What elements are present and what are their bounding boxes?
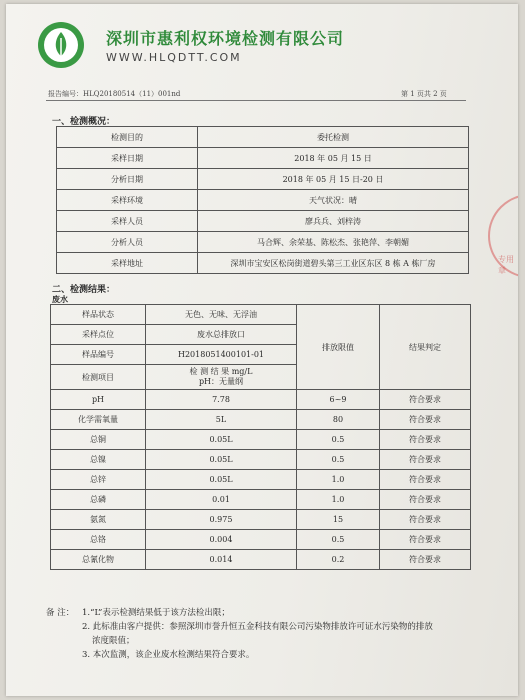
result-value: 0.05L bbox=[146, 450, 297, 470]
table-row bbox=[51, 410, 471, 430]
judge-header: 结果判定 bbox=[380, 305, 471, 390]
results-title: 二、检测结果： bbox=[52, 285, 116, 295]
result-judge: 符合要求 bbox=[380, 470, 471, 490]
overview-value: 马合辉、余荣基、陈松杰、张艳萍、李朝媚 bbox=[198, 232, 469, 253]
result-judge: 符合要求 bbox=[380, 410, 471, 430]
result-judge: 符合要求 bbox=[380, 390, 471, 410]
table-row bbox=[51, 530, 471, 550]
table-row bbox=[51, 550, 471, 570]
table-row bbox=[51, 305, 471, 325]
result-header-ph: pH：无量纲 bbox=[198, 377, 244, 386]
result-limit: 0.5 bbox=[297, 530, 380, 550]
table-row bbox=[57, 169, 469, 190]
result-limit: 1.0 bbox=[297, 470, 380, 490]
overview-label: 检测目的 bbox=[57, 127, 198, 148]
note-line: 1.“L”表示检测结果低于该方法检出限； bbox=[82, 608, 230, 618]
result-item: 氨氮 bbox=[51, 510, 146, 530]
company-logo bbox=[36, 20, 86, 70]
overview-value: 廖兵兵、刘梓涛 bbox=[198, 211, 469, 232]
result-judge: 符合要求 bbox=[380, 550, 471, 570]
result-limit: 0.2 bbox=[297, 550, 380, 570]
table-row bbox=[51, 490, 471, 510]
table-row bbox=[57, 148, 469, 169]
result-limit: 6~9 bbox=[297, 390, 380, 410]
page-info: 第 1 页共 2 页 bbox=[401, 90, 447, 98]
table-row bbox=[57, 127, 469, 148]
report-number: 报告编号：HLQ20180514（11）001nd bbox=[48, 90, 181, 98]
results-subtitle: 废水 bbox=[52, 294, 68, 304]
overview-label: 采样地址 bbox=[57, 253, 198, 274]
overview-value: 天气状况：晴 bbox=[198, 190, 469, 211]
header-divider bbox=[46, 100, 466, 101]
result-judge: 符合要求 bbox=[380, 530, 471, 550]
result-limit: 80 bbox=[297, 410, 380, 430]
result-value: 0.01 bbox=[146, 490, 297, 510]
meta-label: 样品状态 bbox=[51, 305, 146, 325]
overview-label: 采样人员 bbox=[57, 211, 198, 232]
note-line: 浓度限值； bbox=[92, 636, 135, 646]
result-judge: 符合要求 bbox=[380, 490, 471, 510]
overview-value: 深圳市宝安区松岗街道碧头第三工业区东区 8 栋 A 栋厂房 bbox=[198, 253, 469, 274]
table-row bbox=[51, 450, 471, 470]
result-item: 总铜 bbox=[51, 430, 146, 450]
company-name: 深圳市惠利权环境检测有限公司 bbox=[106, 29, 345, 48]
overview-label: 分析人员 bbox=[57, 232, 198, 253]
overview-label: 采样日期 bbox=[57, 148, 198, 169]
result-item: 总锌 bbox=[51, 470, 146, 490]
result-header bbox=[146, 365, 297, 390]
results-table bbox=[50, 304, 471, 570]
note-line: 3. 本次监测，该企业废水检测结果符合要求。 bbox=[82, 650, 255, 660]
result-value: 0.014 bbox=[146, 550, 297, 570]
meta-label: 样品编号 bbox=[51, 345, 146, 365]
report-page bbox=[6, 4, 518, 696]
overview-title: 一、检测概况： bbox=[52, 117, 116, 127]
overview-table bbox=[56, 126, 469, 274]
result-item: 总磷 bbox=[51, 490, 146, 510]
result-item: 总铬 bbox=[51, 530, 146, 550]
meta-value: 无色、无味、无浮油 bbox=[146, 305, 297, 325]
result-item: 总氰化物 bbox=[51, 550, 146, 570]
result-value: 0.004 bbox=[146, 530, 297, 550]
result-value: 5L bbox=[146, 410, 297, 430]
result-value: 0.05L bbox=[146, 470, 297, 490]
result-value: 7.78 bbox=[146, 390, 297, 410]
result-item: 化学需氧量 bbox=[51, 410, 146, 430]
table-row bbox=[51, 430, 471, 450]
meta-label: 采样点位 bbox=[51, 325, 146, 345]
company-website: WWW.HLQDTT.COM bbox=[106, 51, 242, 64]
table-row bbox=[57, 232, 469, 253]
meta-value: H2018051400101-01 bbox=[146, 345, 297, 365]
limit-header: 排放限值 bbox=[297, 305, 380, 390]
notes-label: 备 注： bbox=[46, 608, 75, 618]
result-limit: 0.5 bbox=[297, 430, 380, 450]
result-value: 0.975 bbox=[146, 510, 297, 530]
overview-value: 2018 年 05 月 15 日 bbox=[198, 148, 469, 169]
result-value: 0.05L bbox=[146, 430, 297, 450]
result-item: pH bbox=[51, 390, 146, 410]
result-limit: 0.5 bbox=[297, 450, 380, 470]
note-line: 2. 此标准由客户提供：参照深圳市誉升恒五金科技有限公司污染物排放许可证水污染物的排放 bbox=[82, 622, 433, 632]
meta-value: 废水总排放口 bbox=[146, 325, 297, 345]
overview-value: 2018 年 05 月 15 日-20 日 bbox=[198, 169, 469, 190]
overview-value: 委托检测 bbox=[198, 127, 469, 148]
table-row bbox=[51, 510, 471, 530]
result-header-unit: 检 测 结 果 mg/L bbox=[189, 367, 253, 376]
table-row bbox=[57, 190, 469, 211]
result-limit: 1.0 bbox=[297, 490, 380, 510]
result-judge: 符合要求 bbox=[380, 510, 471, 530]
project-header: 检测项目 bbox=[51, 365, 146, 390]
result-judge: 符合要求 bbox=[380, 450, 471, 470]
table-row bbox=[57, 253, 469, 274]
result-limit: 15 bbox=[297, 510, 380, 530]
stamp-text: 专用章 bbox=[498, 255, 514, 275]
table-row bbox=[57, 211, 469, 232]
table-row bbox=[51, 390, 471, 410]
table-row bbox=[51, 470, 471, 490]
result-judge: 符合要求 bbox=[380, 430, 471, 450]
overview-label: 分析日期 bbox=[57, 169, 198, 190]
overview-label: 采样环境 bbox=[57, 190, 198, 211]
result-item: 总镍 bbox=[51, 450, 146, 470]
